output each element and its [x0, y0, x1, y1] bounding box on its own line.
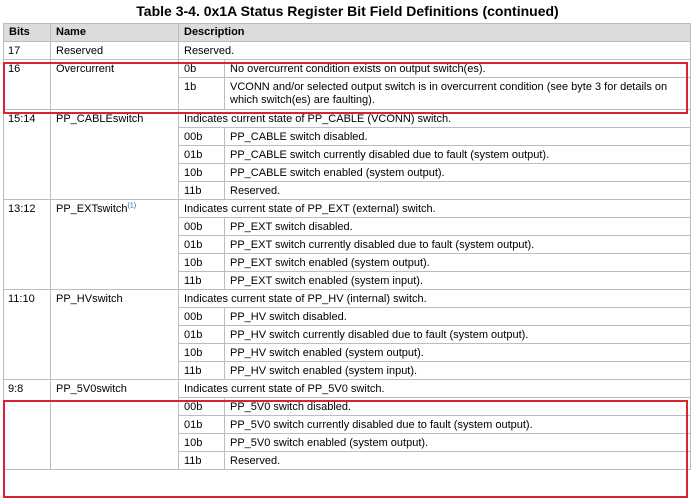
name-cell [51, 200, 179, 290]
value-description-cell: PP_EXT switch disabled. [225, 218, 691, 236]
value-description-cell: PP_5V0 switch disabled. [225, 398, 691, 416]
table-header-row [4, 24, 691, 42]
value-description-cell: PP_EXT switch enabled (system input). [225, 272, 691, 290]
value-description-cell: Reserved. [225, 182, 691, 200]
value-code-cell: 01b [179, 416, 225, 434]
value-description-cell: PP_HV switch currently disabled due to fault (system output). [225, 326, 691, 344]
name-cell: PP_5V0switch [51, 380, 179, 470]
value-code-cell: 01b [179, 326, 225, 344]
bits-cell: 9:8 [4, 380, 51, 470]
description-cell: Indicates current state of PP_EXT (external) switch. [179, 200, 691, 218]
value-code-cell: 01b [179, 146, 225, 164]
name-cell: Overcurrent [51, 60, 179, 110]
value-code-cell: 10b [179, 164, 225, 182]
name-cell: Reserved [51, 42, 179, 60]
value-code-cell: 1b [179, 78, 225, 110]
value-code-cell: 00b [179, 128, 225, 146]
description-cell: Indicates current state of PP_CABLE (VCONN) switch. [179, 110, 691, 128]
bits-cell: 15:14 [4, 110, 51, 200]
description-cell: Indicates current state of PP_5V0 switch. [179, 380, 691, 398]
value-code-cell: 01b [179, 236, 225, 254]
bits-cell: 11:10 [4, 290, 51, 380]
value-description-cell: PP_CABLE switch disabled. [225, 128, 691, 146]
value-description-cell: PP_EXT switch enabled (system output). [225, 254, 691, 272]
header-bits: Bits [4, 24, 51, 42]
value-description-cell: No overcurrent condition exists on output switch(es). [225, 60, 691, 78]
description-cell: Indicates current state of PP_HV (internal) switch. [179, 290, 691, 308]
value-description-cell: PP_CABLE switch currently disabled due to fault (system output). [225, 146, 691, 164]
name-text: PP_EXTswitch [56, 203, 128, 215]
value-description-cell: PP_5V0 switch currently disabled due to fault (system output). [225, 416, 691, 434]
description-cell: Reserved. [179, 42, 691, 60]
value-code-cell: 00b [179, 398, 225, 416]
value-description-cell: PP_CABLE switch enabled (system output). [225, 164, 691, 182]
header-name: Name [51, 24, 179, 42]
value-description-cell: Reserved. [225, 452, 691, 470]
table-row [4, 290, 691, 308]
value-code-cell: 10b [179, 344, 225, 362]
value-code-cell: 10b [179, 434, 225, 452]
table-row [4, 60, 691, 78]
table-row [4, 200, 691, 218]
name-cell: PP_HVswitch [51, 290, 179, 380]
value-code-cell: 11b [179, 452, 225, 470]
table-title: Table 3-4. 0x1A Status Register Bit Field Definitions (continued) [136, 3, 559, 19]
value-description-cell: PP_HV switch enabled (system input). [225, 362, 691, 380]
value-description-cell: PP_HV switch enabled (system output). [225, 344, 691, 362]
table-row [4, 42, 691, 60]
value-description-cell: PP_5V0 switch enabled (system output). [225, 434, 691, 452]
value-description-cell: VCONN and/or selected output switch is in overcurrent condition (see byte 3 for details on which switch(es) are faulting). [225, 78, 691, 110]
bits-cell: 13:12 [4, 200, 51, 290]
value-code-cell: 10b [179, 254, 225, 272]
value-code-cell: 00b [179, 218, 225, 236]
name-cell: PP_CABLEswitch [51, 110, 179, 200]
value-code-cell: 0b [179, 60, 225, 78]
bits-cell: 16 [4, 60, 51, 110]
value-code-cell: 11b [179, 182, 225, 200]
footnote-link[interactable]: (1) [127, 202, 137, 210]
table-row [4, 380, 691, 398]
value-description-cell: PP_HV switch disabled. [225, 308, 691, 326]
bit-field-table [3, 23, 691, 470]
value-description-cell: PP_EXT switch currently disabled due to fault (system output). [225, 236, 691, 254]
header-description: Description [179, 24, 691, 42]
value-code-cell: 11b [179, 272, 225, 290]
value-code-cell: 11b [179, 362, 225, 380]
table-row [4, 110, 691, 128]
bits-cell: 17 [4, 42, 51, 60]
value-code-cell: 00b [179, 308, 225, 326]
